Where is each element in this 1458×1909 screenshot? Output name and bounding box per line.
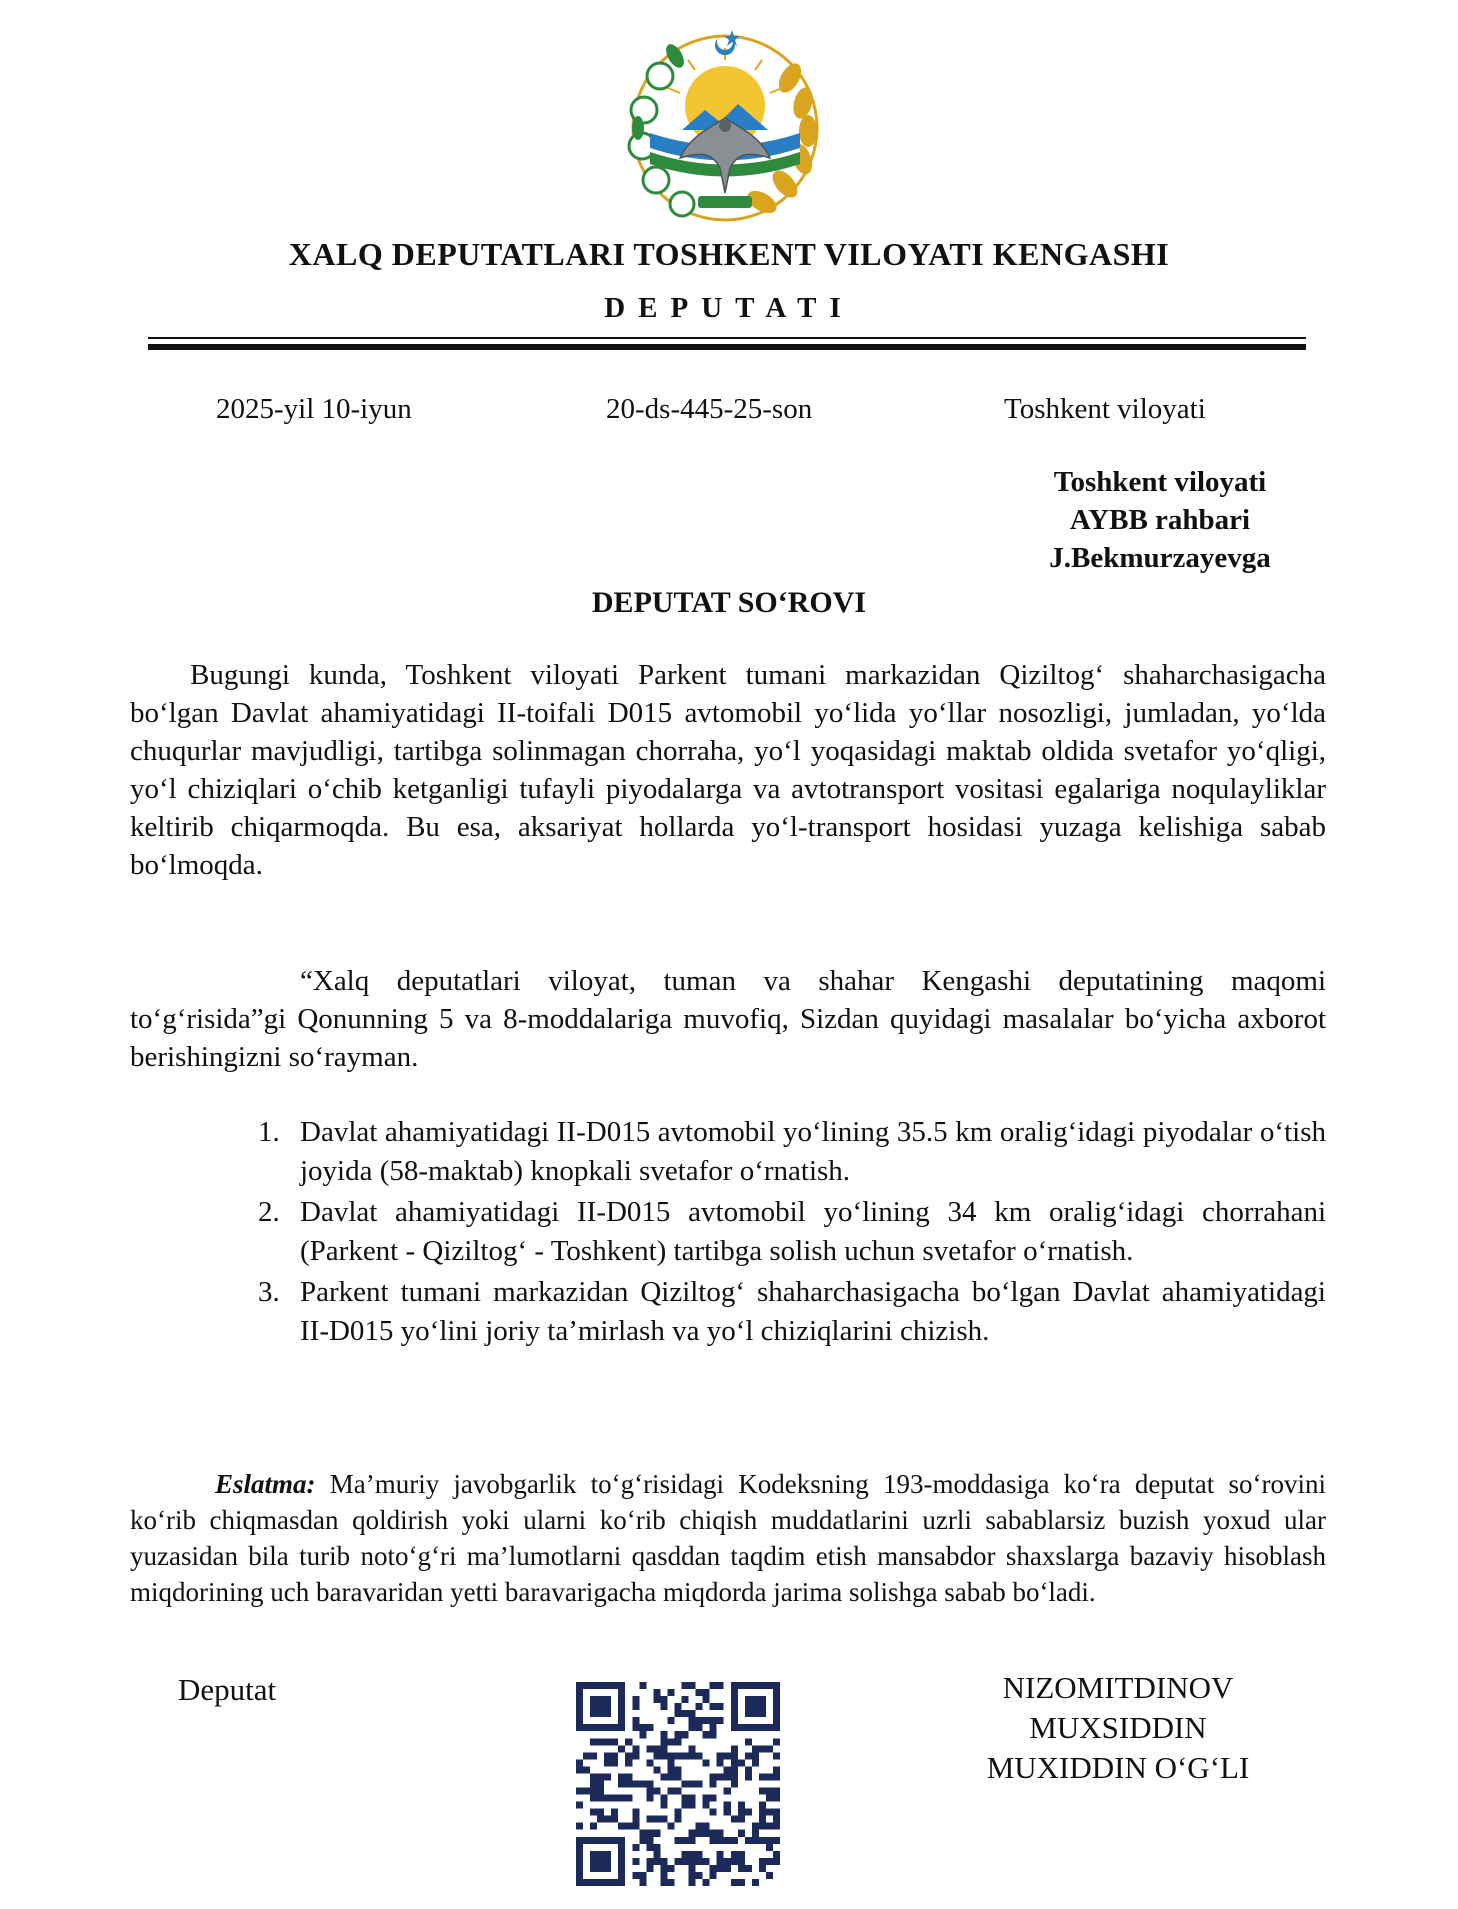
body-paragraph: Bugungi kunda, Toshkent viloyati Parkent tumani markazidan Qiziltog‘ shaharchasigacha bo‘lgan Davlat ahamiyatidagi II-toifali D015 avtomobil yo‘lida yo‘llar nosozligi, jumladan, yo‘lda chuqurlar mavjudligi, tartibga solinmagan chorraha, yo‘l yoqasidagi maktab oldida svetafor yo‘qligi, yo‘l chiziqlari o‘chib ketganligi tufayli piyodalarga va avtotransport vositasi egalariga noqulayliklar keltirib chiqarmoqda. Bu esa, aksariyat hollarda yo‘l-transport hosidasi yuzaga kelishiga sabab bo‘lmoqda. [130, 659, 1326, 881]
signatory-name [928, 1668, 1308, 1788]
document-number: 20-ds-445-25-son [606, 393, 813, 425]
document-place: Toshkent viloyati [1004, 393, 1206, 425]
list-number: 3. [258, 1276, 280, 1308]
document-title: DEPUTAT SO‘ROVI [591, 586, 867, 619]
list-number: 2. [258, 1196, 280, 1228]
organization-subtitle: DEPUTATI [604, 292, 854, 324]
list-number: 1. [258, 1116, 280, 1148]
addressee-line: AYBB rahbari [1069, 504, 1251, 536]
note-paragraph [130, 1466, 1326, 1610]
addressee-block [1000, 463, 1320, 577]
organization-title: XALQ DEPUTATLARI TOSHKENT VILOYATI KENGASHI [288, 236, 1170, 272]
list-item [250, 1273, 1326, 1351]
list-text: Davlat ahamiyatidagi II-D015 avtomobil yo‘lining 35.5 km oralig‘idagi piyodalar o‘tish joyida (58-maktab) knopkali svetafor o‘rnatish. [300, 1116, 1326, 1187]
signatory-name-line: MUXSIDDIN [1029, 1710, 1207, 1745]
state-emblem-icon [620, 18, 830, 228]
addressee-line: J.Bekmurzayevga [1049, 542, 1271, 574]
signature-role: Deputat [178, 1672, 277, 1707]
signatory-name-line: NIZOMITDINOV [1002, 1670, 1234, 1705]
note-text: Ma’muriy javobgarlik to‘g‘risidagi Kodeksning 193-moddasiga ko‘ra deputat so‘rovini ko‘rib chiqmasdan qoldirish yoki ularni ko‘rib chiqish muddatlarini uzrli sabablarsiz buzish yoxud ular yuzasidan bila turib noto‘g‘ri ma’lumotlarni qasddan taqdim etish mansabdor shaxslarga bazaviy hisoblash miqdorining uch baravaridan yetti baravarigacha miqdorda jarima solishga sabab bo‘ladi. [130, 1469, 1326, 1607]
list-text: Parkent tumani markazidan Qiziltog‘ shaharchasigacha bo‘lgan Davlat ahamiyatidagi II-D015 yo‘lini joriy ta’mirlash va yo‘l chiziqlarini chizish. [300, 1276, 1326, 1347]
header-divider-thin [148, 337, 1306, 339]
list-text: Davlat ahamiyatidagi II-D015 avtomobil yo‘lining 34 km oralig‘idagi chorrahani (Parkent - Qiziltog‘ - Toshkent) tartibga solish uchun svetafor o‘rnatish. [300, 1196, 1326, 1267]
addressee-line: Toshkent viloyati [1053, 466, 1267, 498]
note-label: Eslatma: [215, 1469, 316, 1499]
signatory-name-line: MUXIDDIN O‘G‘LI [986, 1750, 1250, 1785]
document-date: 2025-yil 10-iyun [216, 393, 412, 425]
request-list [250, 1113, 1326, 1353]
list-item [250, 1113, 1326, 1191]
header-divider-thick [148, 344, 1306, 350]
qr-code-icon[interactable] [576, 1682, 780, 1886]
body-paragraph: “Xalq deputatlari viloyat, tuman va shahar Kengashi deputatining maqomi to‘g‘risida”gi Qonunning 5 va 8-moddalariga muvofiq, Sizdan quyidagi masalalar bo‘yicha axborot berishingizni so‘rayman. [130, 965, 1326, 1073]
list-item [250, 1193, 1326, 1271]
